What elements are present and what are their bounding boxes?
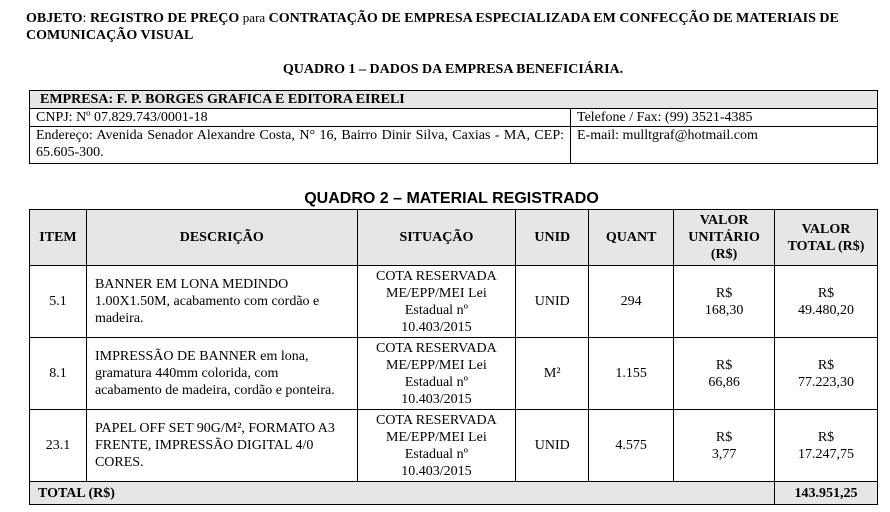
cell-valor-unitario — [674, 410, 775, 482]
cell-situacao — [357, 338, 516, 410]
header-valor-unitario-l3: (R$) — [710, 247, 738, 262]
cell-quant: 1.155 — [589, 338, 674, 410]
total-value: 77.223,30 — [798, 374, 855, 390]
cell-unid: UNID — [516, 266, 589, 338]
company-email: E-mail: mulltgraf@hotmail.com — [571, 127, 878, 164]
cell-item: 5.1 — [30, 266, 87, 338]
currency-label: R$ — [715, 429, 733, 445]
unit-value: 168,30 — [704, 302, 744, 318]
material-table — [29, 209, 878, 505]
currency-label: R$ — [817, 357, 835, 373]
situacao-line: 10.403/2015 — [401, 391, 472, 407]
header-valor-total — [775, 210, 878, 266]
header-unid: UNID — [516, 210, 589, 266]
cell-unid: M² — [516, 338, 589, 410]
objeto-para: para — [242, 10, 266, 25]
unit-value: 3,77 — [711, 446, 737, 462]
situacao-line: ME/EPP/MEI Lei — [386, 429, 487, 445]
total-row — [30, 482, 878, 505]
cell-situacao — [357, 266, 516, 338]
cell-valor-total — [775, 266, 878, 338]
table-row — [30, 410, 878, 482]
header-valor-unitario-l2: UNITÁRIO — [688, 230, 760, 245]
header-situacao: SITUAÇÃO — [357, 210, 516, 266]
header-descricao: DESCRIÇÃO — [86, 210, 357, 266]
currency-label: R$ — [817, 285, 835, 301]
currency-label: R$ — [817, 429, 835, 445]
cell-situacao — [357, 410, 516, 482]
total-amount: 143.951,25 — [775, 482, 878, 505]
situacao-line: Estadual nº — [404, 374, 468, 390]
situacao-line: Estadual nº — [404, 302, 468, 318]
header-valor-unitario-l1: VALOR — [699, 213, 749, 228]
table-row — [30, 266, 878, 338]
total-label: TOTAL (R$) — [30, 482, 775, 505]
quadro2-title: QUADRO 2 – MATERIAL REGISTRADO — [304, 190, 599, 207]
table-row — [30, 338, 878, 410]
objeto-paragraph: OBJETO: REGISTRO DE PREÇO para CONTRATAÇÃO DE EMPRESA ESPECIALIZADA EM CONFECÇÃO DE MATERIAIS DE COMUNICAÇÃO VISUAL — [26, 10, 839, 43]
header-quant: QUANT — [589, 210, 674, 266]
cell-descricao: BANNER EM LONA MEDINDO 1.00X1.50M, acabamento com cordão e madeira. — [86, 266, 357, 338]
situacao-line: ME/EPP/MEI Lei — [386, 357, 487, 373]
situacao-line: Estadual nº — [404, 446, 468, 462]
header-valor-total-l2: TOTAL (R$) — [787, 238, 865, 254]
cell-descricao: PAPEL OFF SET 90G/M², FORMATO A3 FRENTE, IMPRESSÃO DIGITAL 4/0 CORES. — [86, 410, 357, 482]
total-value: 17.247,75 — [798, 446, 855, 462]
cell-item: 8.1 — [30, 338, 87, 410]
situacao-line: COTA RESERVADA — [375, 412, 497, 428]
company-cnpj: CNPJ: Nº 07.829.743/0001-18 — [30, 109, 571, 127]
situacao-line: COTA RESERVADA — [375, 340, 497, 356]
company-name: EMPRESA: F. P. BORGES GRAFICA E EDITORA EIRELI — [30, 91, 878, 109]
cell-quant: 4.575 — [589, 410, 674, 482]
total-value: 49.480,20 — [798, 302, 855, 318]
situacao-line: 10.403/2015 — [401, 319, 472, 335]
company-address: Endereço: Avenida Senador Alexandre Costa, N° 16, Bairro Dinir Silva, Caxias - MA, CEP: 65.605-300. — [30, 127, 571, 164]
header-item: ITEM — [30, 210, 87, 266]
cell-valor-unitario — [674, 338, 775, 410]
cell-quant: 294 — [589, 266, 674, 338]
objeto-label: OBJETO — [26, 11, 83, 26]
company-phone: Telefone / Fax: (99) 3521-4385 — [571, 109, 878, 127]
unit-value: 66,86 — [708, 374, 740, 390]
objeto-part1: REGISTRO DE PREÇO — [89, 11, 240, 26]
situacao-line: 10.403/2015 — [401, 463, 472, 479]
header-valor-total-l1: VALOR — [801, 221, 851, 237]
currency-label: R$ — [715, 357, 733, 373]
header-valor-unitario — [674, 210, 775, 266]
company-table — [29, 90, 878, 164]
objeto-part2: CONTRATAÇÃO DE EMPRESA ESPECIALIZADA EM CONFECÇÃO DE MATERIAIS DE COMUNICAÇÃO VISUAL — [26, 11, 839, 43]
currency-label: R$ — [715, 285, 733, 301]
cell-descricao: IMPRESSÃO DE BANNER em lona, gramatura 440mm colorida, com acabamento de madeira, cordão e ponteira. — [86, 338, 357, 410]
cell-valor-total — [775, 410, 878, 482]
cell-valor-unitario — [674, 266, 775, 338]
cell-valor-total — [775, 338, 878, 410]
cell-item: 23.1 — [30, 410, 87, 482]
quadro1-title: QUADRO 1 – DADOS DA EMPRESA BENEFICIÁRIA. — [282, 62, 624, 77]
situacao-line: COTA RESERVADA — [375, 268, 497, 284]
cell-unid: UNID — [516, 410, 589, 482]
situacao-line: ME/EPP/MEI Lei — [386, 285, 487, 301]
